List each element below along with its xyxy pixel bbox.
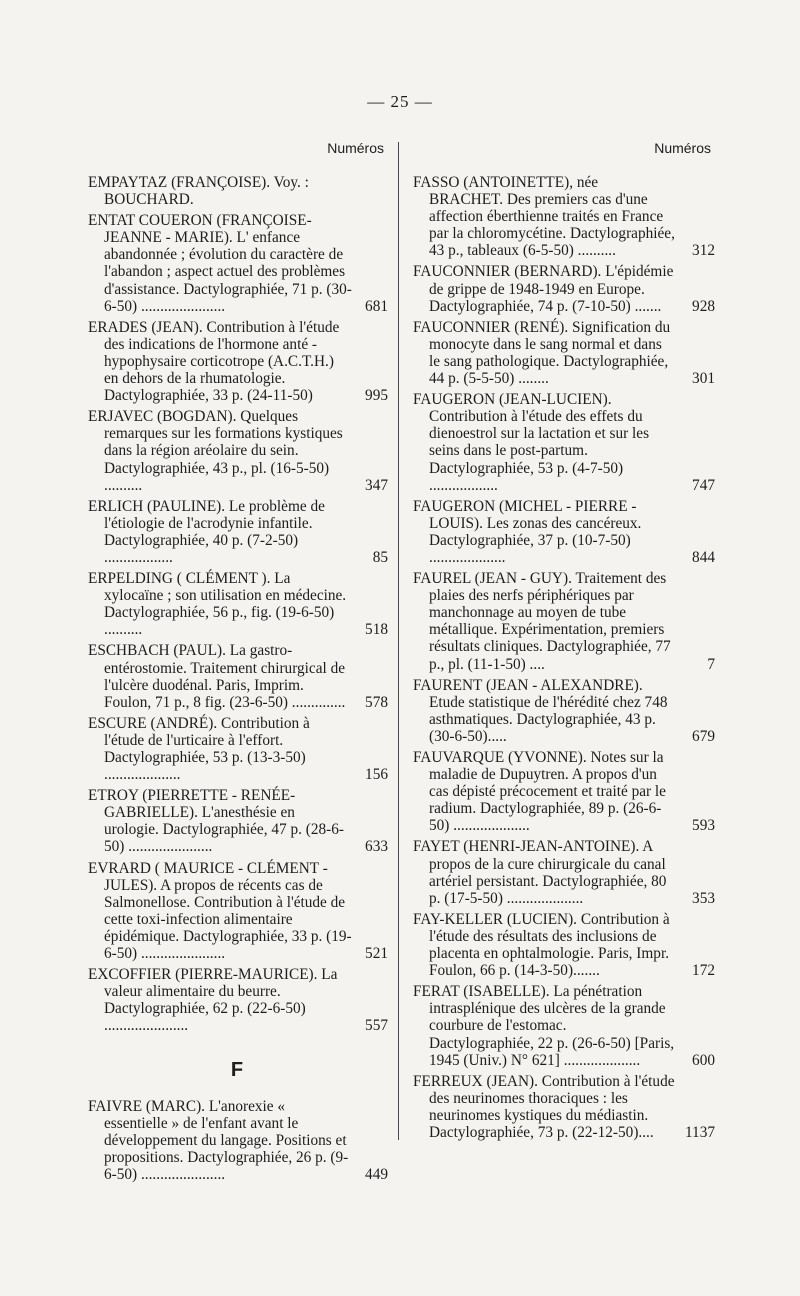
right-column-header: Numéros <box>654 140 711 156</box>
index-entry <box>88 1098 386 1183</box>
index-entry <box>413 498 713 566</box>
index-entry <box>413 319 713 387</box>
index-entry <box>413 391 713 494</box>
left-column-header: Numéros <box>327 140 384 156</box>
entry-text: ETROY (PIERRETTE - RENÉE-GABRIELLE). L'anesthésie en urologie. Dactylographiée, 47 p. (28-6-50) ...................... <box>88 787 344 856</box>
entry-text: FAURENT (JEAN - ALEXANDRE). Etude statistique de l'hérédité chez 748 asthmatiques. Dactylographiée, 43 p. (30-6-50)..... <box>413 676 668 745</box>
right-column <box>413 140 713 1145</box>
entry-text: FAUCONNIER (BERNARD). L'épidémie de grippe de 1948-1949 en Europe. Dactylographiée, 74 p. (7-10-50) ....... <box>413 263 674 315</box>
entry-number: 301 <box>692 370 715 388</box>
entry-number: 156 <box>365 766 388 784</box>
index-entry <box>88 174 386 208</box>
entry-text: ERLICH (PAULINE). Le problème de l'étiologie de l'acrodynie infantile. Dactylographiée, 40 p. (7-2-50) .................. <box>88 497 325 566</box>
entry-number: 593 <box>692 817 715 835</box>
entry-text: FAY-KELLER (LUCIEN). Contribution à l'étude des résultats des inclusions de placenta en ophtalmologie. Paris, Impr. Foulon, 66 p. (14-3-50)....... <box>413 910 670 980</box>
index-entry <box>88 498 386 566</box>
entry-number: 747 <box>692 476 715 494</box>
index-entry <box>413 174 713 259</box>
index-entry <box>413 1073 713 1141</box>
page-number: — 25 — <box>367 92 433 111</box>
entry-number: 633 <box>365 838 388 856</box>
column-divider <box>398 142 399 1140</box>
entry-number: 928 <box>692 297 715 315</box>
entry-text: EVRARD ( MAURICE - CLÉMENT - JULES). A propos de récents cas de Salmonellose. Contribution à l'étude de cette toxi-infection alimentaire épidémique. Dactylographiée, 33 p. (19-6-50) ...................... <box>88 859 352 963</box>
entry-text: ENTAT COUERON (FRANÇOISE-JEANNE - MARIE). L' enfance abandonnée ; évolution du caractère de l'abandon ; aspect actuel des problèmes d'assistance. Dactylographiée, 71 p. (30-6-50) ...................... <box>88 212 352 315</box>
entry-number: 844 <box>692 548 715 566</box>
entry-number: 578 <box>365 693 388 711</box>
entry-text: ESCHBACH (PAUL). La gastro-entérostomie. Traitement chirurgical de l'ulcère duodénal. Paris, Imprim. Foulon, 71 p., 8 fig. (23-6-50) .............. <box>88 642 346 711</box>
entry-text: FERAT (ISABELLE). La pénétration intrasplénique des ulcères de la grande courbure de l'estomac. Dactylographiée, 22 p. (26-6-50) [Paris, 1945 (Univ.) N° 621] .................... <box>413 983 675 1069</box>
entry-text: FAYET (HENRI-JEAN-ANTOINE). A propos de la cure chirurgicale du canal artériel persistant. Dactylographiée, 80 p. (17-5-50) .................... <box>413 838 667 907</box>
index-entry <box>413 263 713 314</box>
entry-text: FASSO (ANTOINETTE), née BRACHET. Des premiers cas d'une affection éberthienne traités en France par la chloromycétine. Dactylographiée, 43 p., tableaux (6-5-50) .......... <box>413 174 675 260</box>
index-entry <box>413 838 713 906</box>
entry-number: 353 <box>692 889 715 907</box>
index-entry <box>413 983 713 1068</box>
index-entry <box>413 677 713 745</box>
index-entry <box>88 787 386 855</box>
entry-text: ERPELDING ( CLÉMENT ). La xylocaïne ; son utilisation en médecine. Dactylographiée, 56 p., fig. (19-6-50) .......... <box>88 570 347 639</box>
entry-text: EXCOFFIER (PIERRE-MAURICE). La valeur alimentaire du beurre. Dactylographiée, 62 p. (22-6-50) ...................... <box>88 966 338 1035</box>
left-entries-before <box>88 174 386 1035</box>
entry-number: 312 <box>692 242 715 260</box>
entry-text: FAUGERON (MICHEL - PIERRE - LOUIS). Les zonas des cancéreux. Dactylographiée, 37 p. (10-7-50) .................... <box>413 497 642 566</box>
entry-text: FAUGERON (JEAN-LUCIEN). Contribution à l'étude des effets du dienoestrol sur la lactation et sur les seins dans le post-partum. Dactylographiée, 53 p. (4-7-50) .................. <box>413 391 650 494</box>
index-entry <box>88 212 386 315</box>
section-letter: F <box>230 1058 244 1081</box>
entry-number: 172 <box>692 962 715 980</box>
index-entry <box>88 966 386 1034</box>
entry-text: ESCURE (ANDRÉ). Contribution à l'étude de l'urticaire à l'effort. Dactylographiée, 53 p. (13-3-50) .................... <box>88 714 310 784</box>
entry-number: 681 <box>365 297 388 315</box>
entry-number: 557 <box>365 1017 388 1035</box>
entry-text: EMPAYTAZ (FRANÇOISE). Voy. : BOUCHARD. <box>88 174 309 209</box>
entry-number: 449 <box>365 1165 388 1183</box>
entry-text: ERJAVEC (BOGDAN). Quelques remarques sur les formations kystiques dans la région aréolaire du sein. Dactylographiée, 43 p., pl. (16-5-50) .......... <box>88 408 343 494</box>
entry-number: 85 <box>372 548 388 566</box>
entry-text: FAUVARQUE (YVONNE). Notes sur la maladie de Dupuytren. A propos d'un cas dépisté précocement et traité par le radium. Dactylographiée, 89 p. (26-6-50) .................... <box>413 749 666 835</box>
entry-number: 347 <box>365 476 388 494</box>
index-entry <box>88 408 386 493</box>
entry-text: FERREUX (JEAN). Contribution à l'étude des neurinomes thoraciques : les neurinomes kystiques du médiastin. Dactylographiée, 73 p. (22-12-50).... <box>413 1072 675 1141</box>
entry-number: 1137 <box>684 1123 715 1141</box>
entry-number: 600 <box>692 1051 715 1069</box>
index-entry <box>88 570 386 638</box>
left-entries-after <box>88 1098 386 1183</box>
right-entries <box>413 174 713 1141</box>
entry-text: FAUREL (JEAN - GUY). Traitement des plaies des nerfs périphériques par manchonnage au moyen de tube métallique. Expérimentation, premiers résultats cliniques. Dactylographiée, 77 p., pl. (11-1-50) .... <box>413 570 671 673</box>
index-entry <box>413 911 713 979</box>
left-column <box>88 140 386 1187</box>
index-entry <box>88 642 386 710</box>
entry-number: 679 <box>692 727 715 745</box>
entry-number: 7 <box>707 655 715 673</box>
entry-number: 521 <box>365 945 388 963</box>
index-entry <box>88 319 386 404</box>
entry-text: ERADES (JEAN). Contribution à l'étude des indications de l'hormone anté - hypophysaire corticotrope (A.C.T.H.) en dehors de la rhumatologie. Dactylographiée, 33 p. (24-11-50) <box>88 318 340 405</box>
index-entry <box>413 570 713 673</box>
index-entry <box>88 715 386 783</box>
entry-number: 995 <box>365 387 388 405</box>
entry-text: FAUCONNIER (RENÉ). Signification du monocyte dans le sang normal et dans le sang pathologique. Dactylographiée, 44 p. (5-5-50) ........ <box>413 318 671 388</box>
entry-text: FAIVRE (MARC). L'anorexie « essentielle » de l'enfant avant le développement du langage. Positions et propositions. Dactylographiée, 26 p. (9-6-50) ...................... <box>88 1097 349 1183</box>
index-entry <box>88 860 386 963</box>
entry-number: 518 <box>365 621 388 639</box>
index-entry <box>413 749 713 834</box>
